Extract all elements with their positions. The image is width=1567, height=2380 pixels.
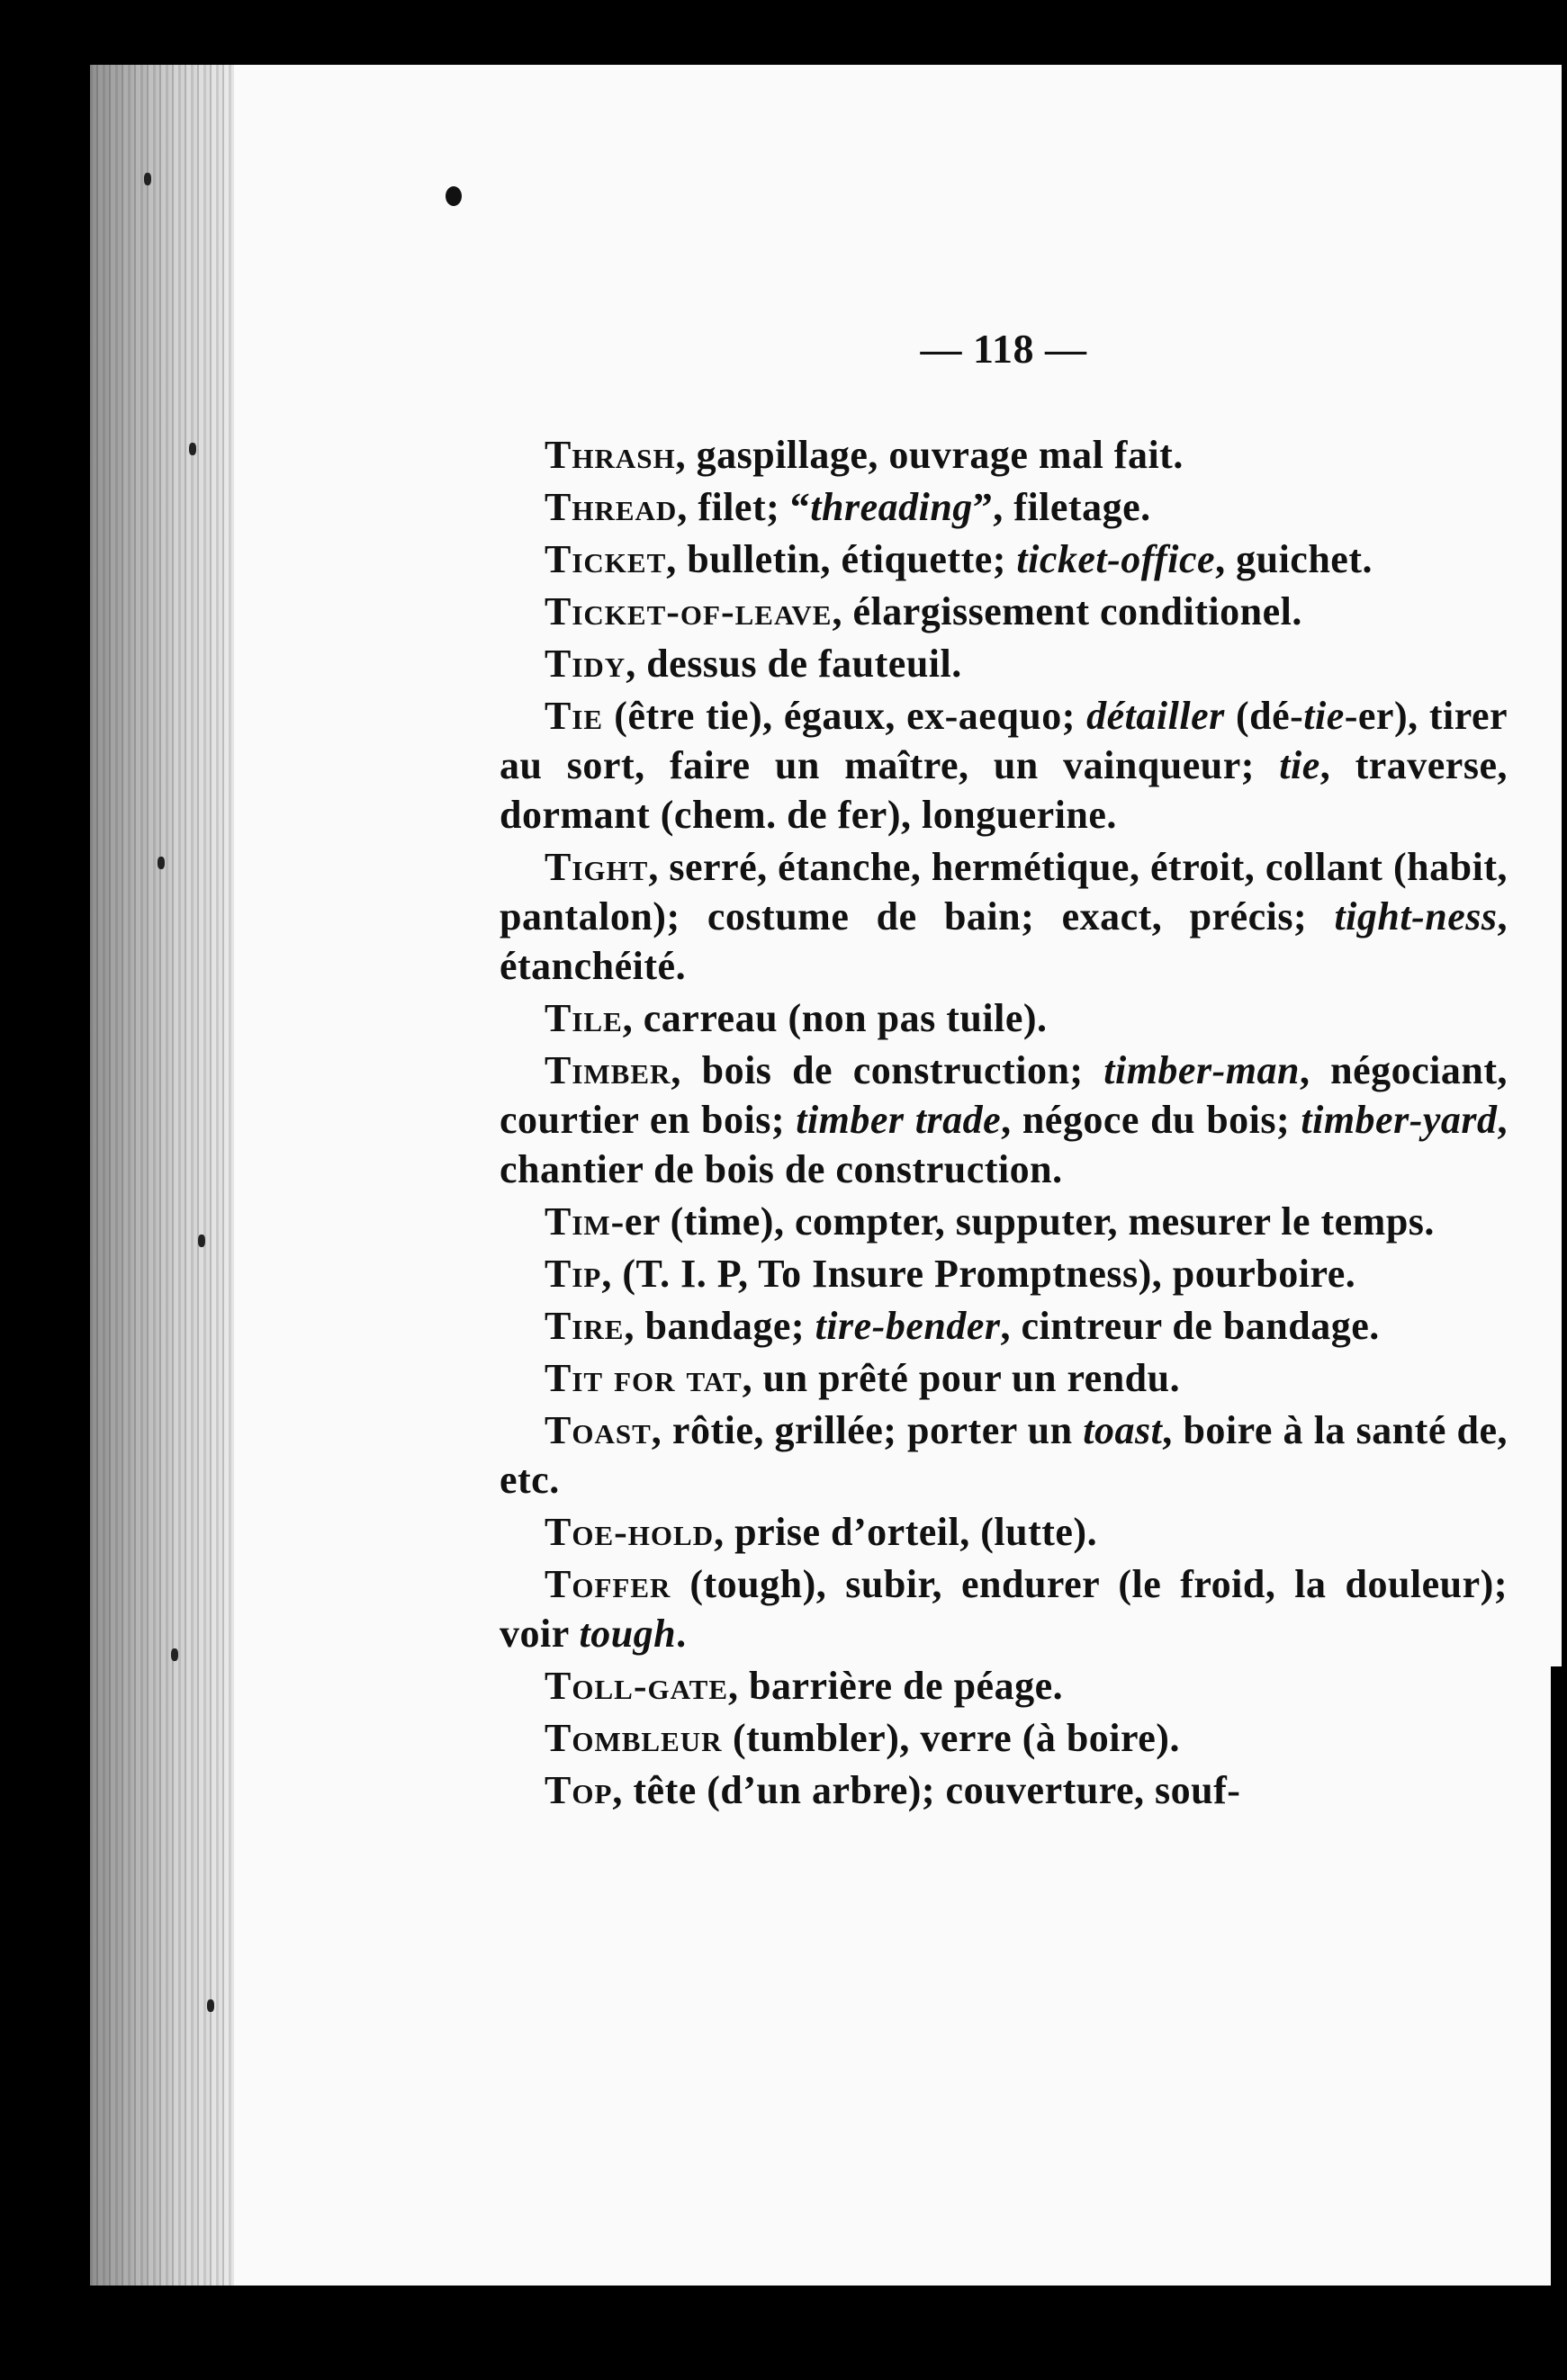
entry-headword: Tie bbox=[545, 694, 604, 738]
entry-text: , serré, étanche, hermétique, étroit, collant (habit, pantalon); costume de bain; exact, précis; bbox=[500, 845, 1508, 939]
entry-text: , un prêté pour un rendu. bbox=[742, 1356, 1181, 1400]
entry-text: (dé- bbox=[1224, 694, 1304, 738]
entry-text: -er), tirer au sort, faire un maître, un vainqueur; bbox=[500, 694, 1508, 787]
glossary-entry bbox=[500, 1353, 1508, 1403]
entry-text: , filet; “ bbox=[677, 485, 811, 529]
entry-text: -er (time), compter, supputer, mesurer le temps. bbox=[610, 1199, 1435, 1244]
entry-headword: Tim bbox=[545, 1199, 611, 1244]
glossary-entry bbox=[500, 1661, 1508, 1711]
entry-term-italic: tie bbox=[1279, 743, 1320, 787]
entry-text: ”, filetage. bbox=[972, 485, 1151, 529]
entry-term-italic: ticket-office bbox=[1016, 537, 1216, 581]
gutter-speckle bbox=[189, 443, 196, 455]
entry-text: , boire à la santé de, etc. bbox=[500, 1408, 1508, 1502]
entry-text: , cintreur de bandage. bbox=[1000, 1304, 1380, 1348]
entry-term-italic: threading bbox=[810, 485, 973, 529]
glossary-entry bbox=[500, 691, 1508, 840]
binding-gutter bbox=[90, 65, 234, 2286]
entry-term-italic: timber-man bbox=[1103, 1048, 1300, 1092]
entry-text: , bois de construction; bbox=[671, 1048, 1104, 1092]
gutter-speckle bbox=[198, 1235, 205, 1247]
glossary-entry bbox=[500, 482, 1508, 532]
entry-headword: Tip bbox=[545, 1252, 602, 1296]
entry-headword: Timber bbox=[545, 1048, 671, 1092]
entry-text: , prise d’orteil, (lutte). bbox=[714, 1510, 1098, 1554]
gutter-speckle bbox=[158, 857, 165, 869]
entry-text: , tête (d’un arbre); couverture, souf- bbox=[612, 1768, 1241, 1812]
entry-headword: Tombleur bbox=[545, 1716, 723, 1760]
glossary-entry bbox=[500, 587, 1508, 636]
entry-text: , rôtie, grillée; porter un bbox=[651, 1408, 1084, 1452]
entry-text: , carreau (non pas tuile). bbox=[622, 996, 1048, 1040]
glossary-entry bbox=[500, 1301, 1508, 1351]
entry-headword: Ticket bbox=[545, 537, 667, 581]
glossary-entries bbox=[500, 430, 1508, 1818]
glossary-entry bbox=[500, 842, 1508, 991]
entry-text: , dessus de fauteuil. bbox=[626, 642, 962, 686]
entry-text: , guichet. bbox=[1215, 537, 1373, 581]
entry-headword: Tight bbox=[545, 845, 649, 889]
entry-text: (tumbler), verre (à boire). bbox=[722, 1716, 1180, 1760]
glossary-entry bbox=[500, 1507, 1508, 1557]
entry-headword: Toast bbox=[545, 1408, 652, 1452]
entry-term-italic: timber-yard bbox=[1301, 1098, 1498, 1142]
entry-text: (être tie), égaux, ex-aequo; bbox=[603, 694, 1087, 738]
entry-text: , étanchéité. bbox=[500, 894, 1508, 988]
entry-term-italic: toast bbox=[1083, 1408, 1163, 1452]
entry-headword: Toe-hold bbox=[545, 1510, 715, 1554]
entry-term-italic: tough bbox=[579, 1612, 677, 1656]
glossary-entry bbox=[500, 534, 1508, 584]
entry-text: , gaspillage, ouvrage mal fait. bbox=[675, 433, 1184, 477]
glossary-entry bbox=[500, 1765, 1508, 1815]
glossary-entry bbox=[500, 1249, 1508, 1298]
entry-headword: Top bbox=[545, 1768, 613, 1812]
glossary-entry bbox=[500, 639, 1508, 688]
entry-term-italic: tie bbox=[1303, 694, 1345, 738]
glossary-entry bbox=[500, 430, 1508, 480]
entry-term-italic: tight-ness bbox=[1334, 894, 1498, 939]
glossary-entry bbox=[500, 1046, 1508, 1194]
entry-text: , chantier de bois de construction. bbox=[500, 1098, 1508, 1191]
entry-text: (tough), subir, endurer (le froid, la douleur); voir bbox=[500, 1562, 1508, 1656]
entry-text: , négoce du bois; bbox=[1001, 1098, 1301, 1142]
glossary-entry bbox=[500, 1559, 1508, 1658]
entry-text: , traverse, dormant (chem. de fer), longuerine. bbox=[500, 743, 1508, 837]
entry-headword: Tit for tat bbox=[545, 1356, 743, 1400]
ink-dot bbox=[446, 186, 462, 206]
glossary-entry bbox=[500, 1197, 1508, 1246]
entry-headword: Toll-gate bbox=[545, 1664, 729, 1708]
glossary-entry bbox=[500, 993, 1508, 1043]
glossary-entry bbox=[500, 1713, 1508, 1763]
entry-text: , bulletin, étiquette; bbox=[666, 537, 1017, 581]
glossary-entry bbox=[500, 1406, 1508, 1504]
entry-text: , bandage; bbox=[624, 1304, 815, 1348]
entry-headword: Thrash bbox=[545, 433, 676, 477]
gutter-speckle bbox=[171, 1648, 178, 1661]
entry-headword: Tire bbox=[545, 1304, 625, 1348]
gutter-speckle bbox=[144, 173, 151, 185]
entry-term-italic: tire-bender bbox=[815, 1304, 1001, 1348]
entry-headword: Ticket-of-leave bbox=[545, 589, 833, 633]
entry-term-italic: détailler bbox=[1086, 694, 1225, 738]
entry-text: , barrière de péage. bbox=[728, 1664, 1064, 1708]
page-number: — 118 — bbox=[920, 326, 1087, 372]
entry-text: . bbox=[676, 1612, 687, 1656]
entry-text: , (T. I. P, To Insure Promptness), pourboire. bbox=[601, 1252, 1356, 1296]
entry-text: , élargissement conditionel. bbox=[832, 589, 1302, 633]
entry-text: , négociant, courtier en bois; bbox=[500, 1048, 1508, 1142]
entry-headword: Thread bbox=[545, 485, 678, 529]
entry-headword: Tidy bbox=[545, 642, 626, 686]
page-edge-shadow bbox=[1551, 1666, 1562, 2286]
entry-headword: Toffer bbox=[545, 1562, 671, 1606]
gutter-speckle bbox=[207, 1999, 214, 2012]
entry-headword: Tile bbox=[545, 996, 623, 1040]
book-page bbox=[90, 65, 1562, 2286]
entry-term-italic: timber trade bbox=[796, 1098, 1002, 1142]
